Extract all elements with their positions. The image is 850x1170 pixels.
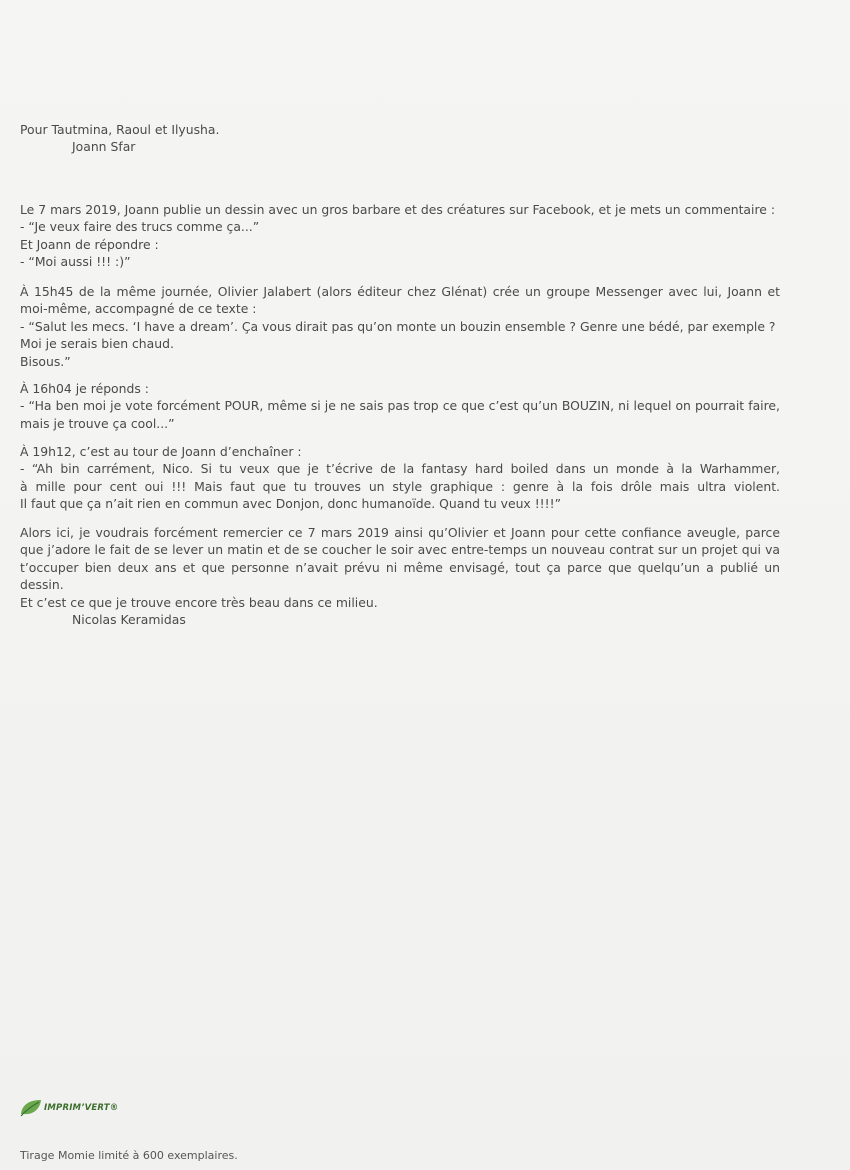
block3-line-3: mais je trouve ça cool...” [20, 415, 175, 431]
imprim-vert-logo [20, 1099, 119, 1117]
block2-line-5: Bisous.” [20, 353, 71, 369]
dedication [20, 121, 780, 156]
block4-line-1: À 19h12, c’est au tour de Joann d’enchaîner : [20, 444, 302, 459]
reply-paragraph [20, 380, 780, 432]
thanks-paragraph [20, 524, 780, 628]
intro-paragraph [20, 201, 780, 271]
messenger-paragraph [20, 283, 780, 370]
intro-line-3: Et Joann de répondre : [20, 236, 159, 252]
block5-line-4: Et c’est ce que je trouve encore très beau dans ce milieu. [20, 594, 378, 610]
block3-line-2: - “Ha ben moi je vote forcément POUR, même si je ne sais pas trop ce que c’est qu’un BOUZIN, ni lequel on pourrait faire, [20, 398, 780, 414]
intro-line-2: - “Je veux faire des trucs comme ça...” [20, 219, 260, 235]
print-run-note: Tirage Momie limité à 600 exemplaires. [20, 1149, 238, 1162]
block4-line-2: - “Ah bin carrément, Nico. Si tu veux que je t’écrive de la fantasy hard boiled dans un monde à la Warhammer, [20, 461, 780, 477]
block4-line-4: Il faut que ça n’ait rien en commun avec Donjon, donc humanoïde. Quand tu veux !!!!” [20, 496, 561, 512]
block2-line-4: Moi je serais bien chaud. [20, 336, 174, 352]
block2-line-1: À 15h45 de la même journée, Olivier Jalabert (alors éditeur chez Glénat) crée un groupe Messenger avec lui, Joann et [20, 284, 780, 299]
block5-line-2: que j’adore le fait de se lever un matin et de se coucher le soir avec entre-temps un nouveau contrat sur un projet qui va [20, 542, 780, 558]
intro-line-4: - “Moi aussi !!! :)” [20, 254, 131, 270]
intro-line-1: Le 7 mars 2019, Joann publie un dessin avec un gros barbare et des créatures sur Facebook, et je mets un commentaire : [20, 202, 776, 217]
dedication-line: Pour Tautmina, Raoul et Ilyusha. [20, 122, 220, 137]
leaf-icon [20, 1099, 42, 1117]
dedication-author: Joann Sfar [72, 139, 136, 155]
block3-line-1: À 16h04 je réponds : [20, 381, 149, 396]
block5-line-3: t’occuper bien deux ans et que personne n’avait prévu ni même envisagé, tout ça parce que quelqu’un a publié un dessin. [20, 559, 780, 593]
block2-line-3: - “Salut les mecs. ‘I have a dream’. Ça vous dirait pas qu’on monte un bouzin ensemble ? Genre une bédé, par exemple ? [20, 318, 776, 334]
block2-line-2: moi-même, accompagné de ce texte : [20, 301, 257, 317]
block4-line-3: à mille pour cent oui !!! Mais faut que tu trouves un style graphique : genre à la fois drôle mais ultra violent. [20, 478, 780, 494]
signature-author: Nicolas Keramidas [72, 612, 186, 628]
logo-label: IMPRIM’VERT® [44, 1103, 119, 1113]
joann-reply-paragraph [20, 443, 780, 513]
block5-line-1: Alors ici, je voudrais forcément remercier ce 7 mars 2019 ainsi qu’Olivier et Joann pour cette confiance aveugle, parce [20, 525, 780, 540]
